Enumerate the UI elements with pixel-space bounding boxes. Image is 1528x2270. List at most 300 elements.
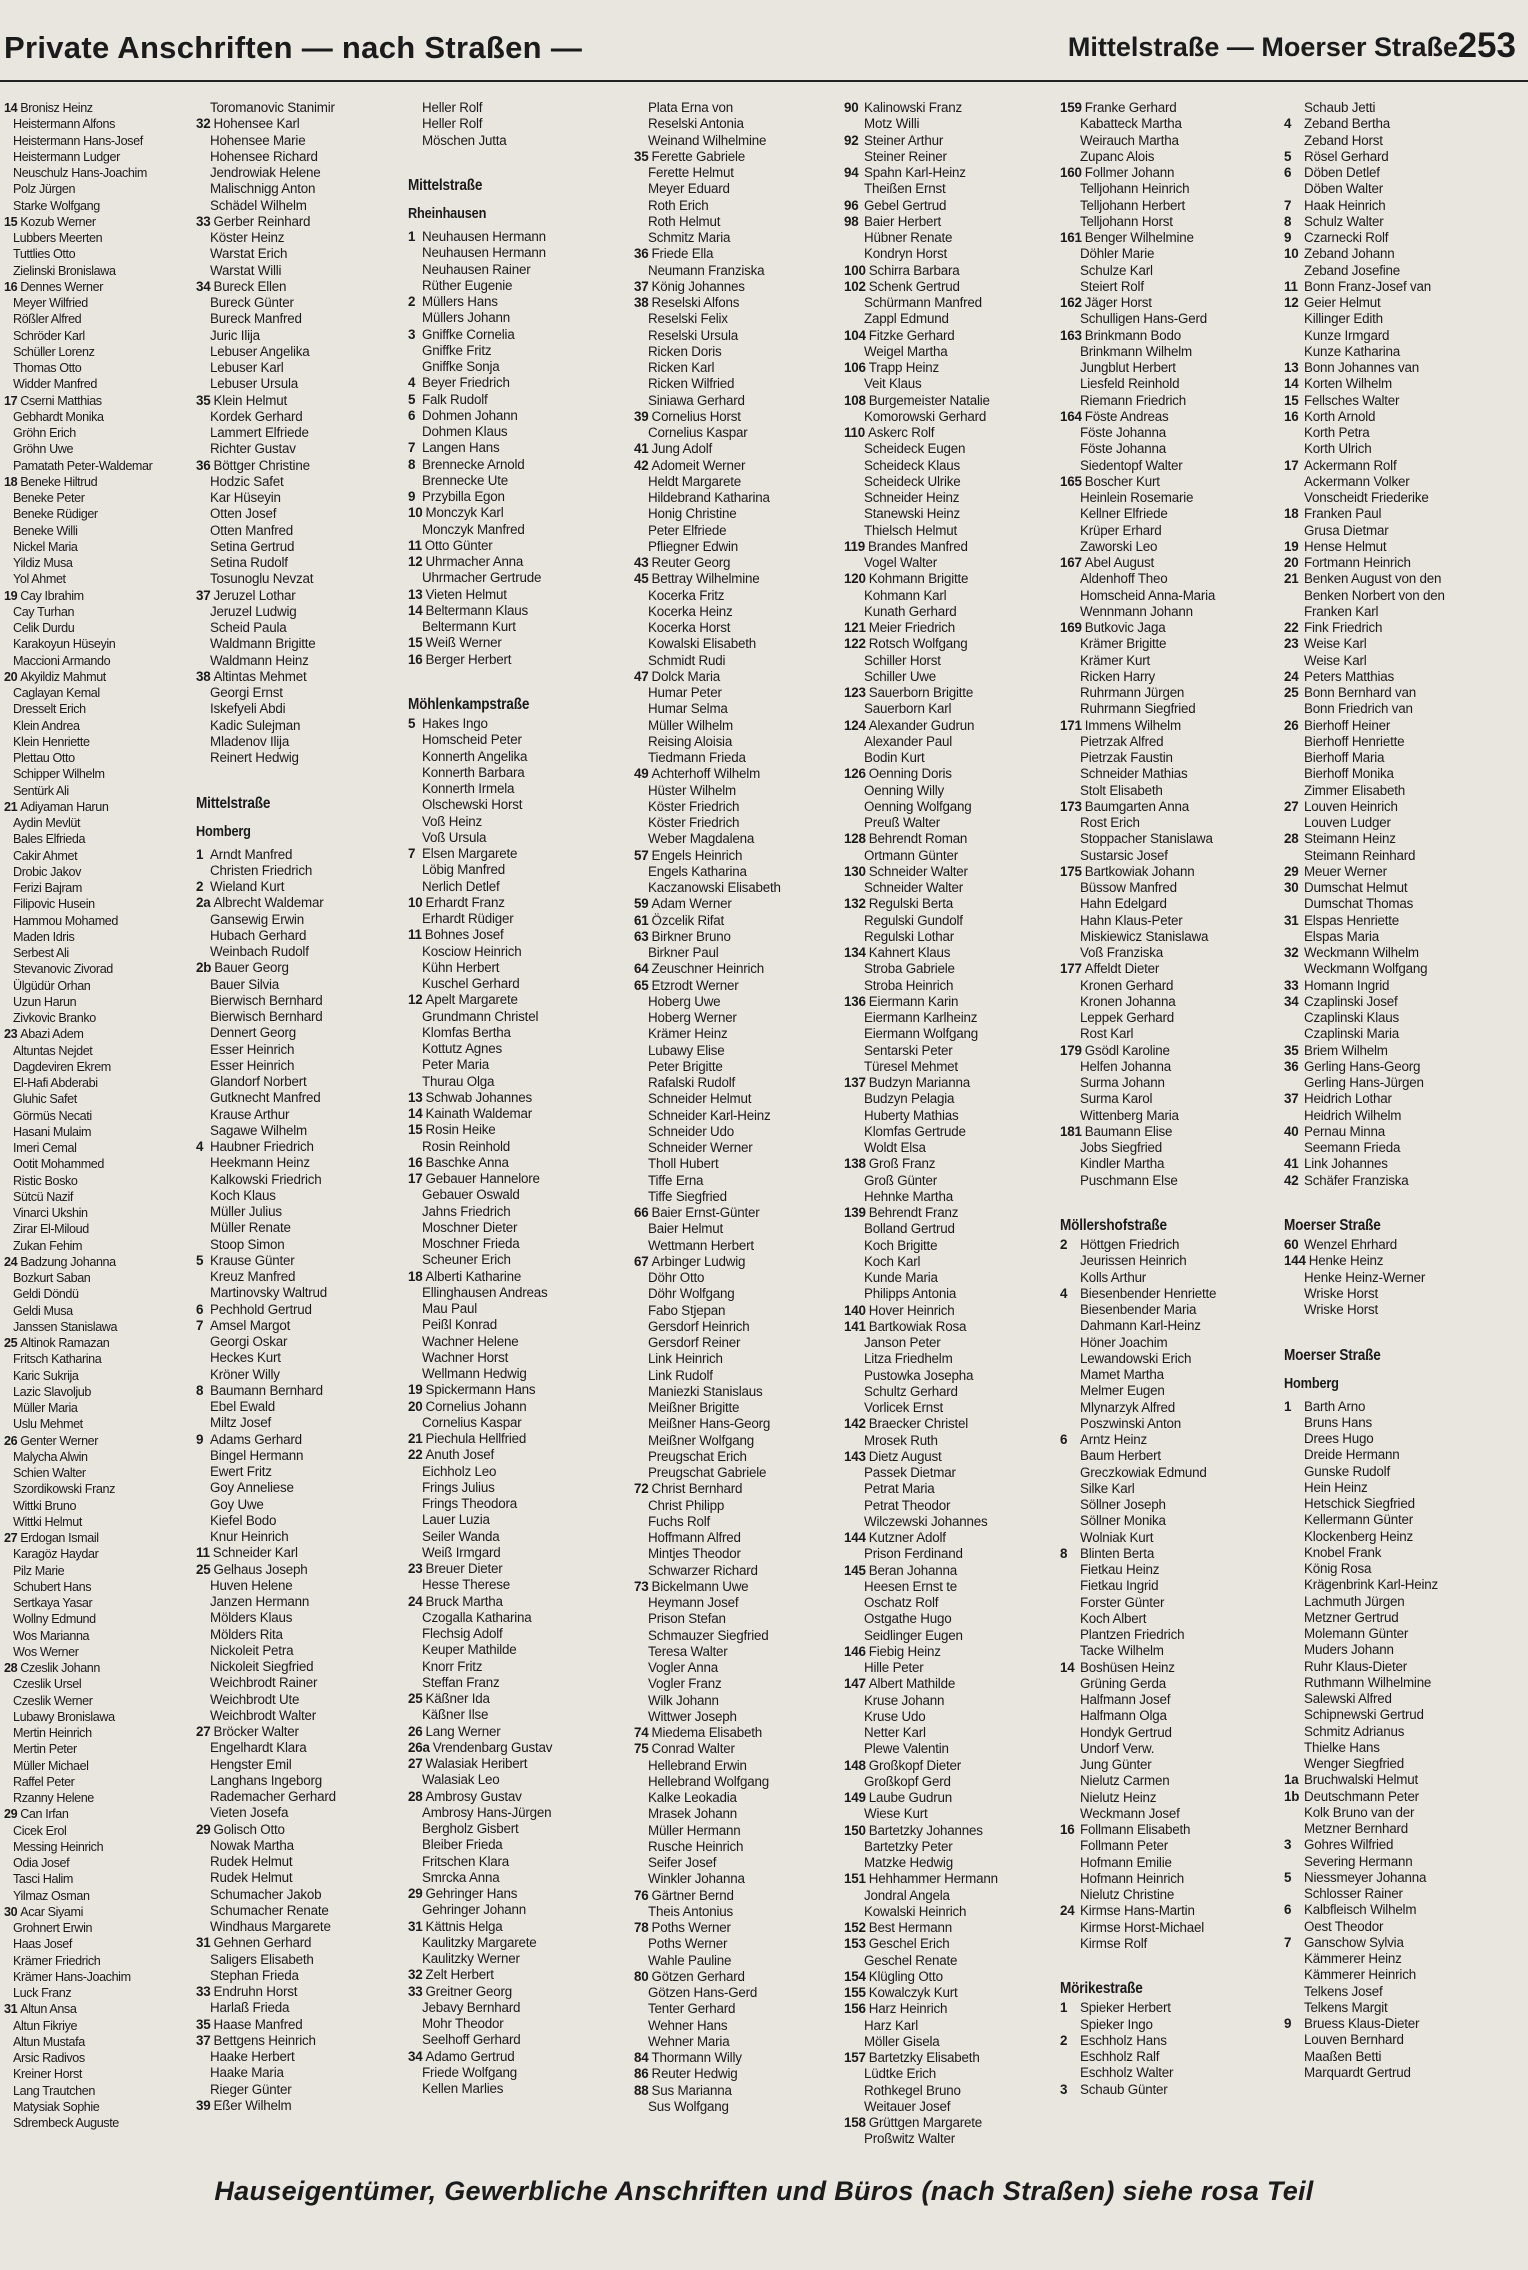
resident-entry <box>844 214 1056 230</box>
resident-name: Gersdorf Reiner <box>648 1335 741 1350</box>
resident-name: Engels Heinrich <box>651 847 743 863</box>
resident-entry <box>4 311 190 327</box>
resident-name: Reselski Felix <box>648 311 728 327</box>
resident-name: Heesen Ernst te <box>864 1578 958 1594</box>
resident-entry <box>4 2050 190 2066</box>
resident-entry <box>408 392 630 408</box>
resident-name: Janzen Hermann <box>210 1594 310 1609</box>
resident-name: Bickelmann Uwe <box>651 1578 749 1594</box>
resident-entry <box>4 1871 190 1887</box>
resident-name: Wos Marianna <box>13 1628 90 1643</box>
resident-name: Boshüsen Heinz <box>1080 1659 1175 1675</box>
resident-name: Kainath Waldemar <box>425 1106 532 1121</box>
resident-entry <box>634 1871 840 1887</box>
resident-name: Döben Detlef <box>1304 165 1380 180</box>
district-heading: Homberg <box>196 822 251 840</box>
resident-name: Kronen Gerhard <box>1080 977 1174 993</box>
resident-entry <box>634 1368 840 1384</box>
resident-name: Söllner Joseph <box>1080 1497 1166 1512</box>
resident-entry <box>408 1382 630 1398</box>
resident-entry <box>196 912 402 928</box>
resident-name: Fiebig Heinz <box>868 1643 941 1659</box>
resident-entry <box>1060 1383 1280 1399</box>
resident-entry <box>196 149 402 165</box>
resident-name: Endruhn Horst <box>213 1984 298 1999</box>
house-number: 18 <box>408 1268 423 1284</box>
resident-entry <box>4 1189 190 1205</box>
resident-entry <box>408 814 630 830</box>
resident-name: Krüper Erhard <box>1080 522 1162 538</box>
resident-name: Czeslik Werner <box>13 1693 93 1708</box>
resident-entry <box>844 913 1056 929</box>
resident-name: Koch Brigitte <box>864 1237 938 1253</box>
resident-entry <box>634 620 840 636</box>
resident-entry <box>408 992 630 1008</box>
resident-name: Laube Gudrun <box>868 1790 952 1805</box>
resident-name: Czarnecki Rolf <box>1304 230 1389 245</box>
resident-entry <box>196 1123 402 1139</box>
resident-entry <box>408 133 630 149</box>
resident-entry <box>1060 1140 1280 1156</box>
resident-entry <box>844 1465 1056 1481</box>
resident-entry <box>196 523 402 539</box>
resident-name: Stroba Heinrich <box>864 977 954 993</box>
house-number: 29 <box>408 1886 423 1901</box>
resident-entry <box>1060 1595 1280 1611</box>
resident-name: Brennecke Ute <box>422 472 508 488</box>
resident-name: Albert Mathilde <box>868 1676 956 1692</box>
resident-entry <box>408 1090 630 1106</box>
resident-name: Ruthmann Wilhelmine <box>1304 1674 1432 1690</box>
resident-entry <box>634 1221 840 1237</box>
resident-entry <box>196 1870 402 1886</box>
resident-entry <box>1060 2017 1280 2033</box>
resident-entry <box>1284 474 1524 490</box>
resident-entry <box>1284 1010 1524 1026</box>
house-number: 16 <box>1284 408 1299 424</box>
house-number: 16 <box>1060 1822 1075 1837</box>
resident-entry <box>408 1659 630 1675</box>
resident-entry <box>1284 961 1524 977</box>
resident-entry <box>196 1659 402 1675</box>
resident-name: Mrasek Johann <box>648 1806 737 1822</box>
resident-entry <box>408 765 630 781</box>
resident-name: Döhr Wolfgang <box>648 1286 735 1302</box>
resident-name: Meißner Brigitte <box>648 1400 740 1415</box>
resident-name: Wittwer Joseph <box>648 1708 737 1724</box>
resident-entry <box>634 1741 840 1757</box>
resident-name: Pilz Marie <box>13 1563 65 1578</box>
resident-entry <box>1284 425 1524 441</box>
resident-name: Goy Uwe <box>210 1496 264 1512</box>
resident-entry <box>844 2050 1056 2066</box>
resident-entry <box>1284 1480 1524 1496</box>
resident-entry <box>844 555 1056 571</box>
resident-name: Großkopf Dieter <box>868 1757 962 1773</box>
resident-name: Zimmer Elisabeth <box>1304 782 1405 798</box>
resident-name: Follmann Peter <box>1080 1838 1168 1854</box>
house-number: 16 <box>408 1154 423 1170</box>
house-number: 1 <box>408 229 416 244</box>
resident-entry <box>1284 1108 1524 1124</box>
resident-entry <box>196 2049 402 2065</box>
resident-entry <box>1060 2000 1280 2016</box>
resident-name: Filipovic Husein <box>13 897 95 912</box>
resident-name: Zielinski Bronislawa <box>13 263 116 278</box>
house-number: 29 <box>196 1821 211 1837</box>
resident-entry <box>4 1156 190 1172</box>
resident-entry <box>634 1140 840 1156</box>
resident-entry <box>408 1789 630 1805</box>
house-number: 8 <box>196 1382 204 1398</box>
resident-name: Anuth Josef <box>425 1447 495 1463</box>
resident-entry <box>196 198 402 214</box>
house-number: 76 <box>634 1887 649 1903</box>
resident-name: Abel August <box>1084 555 1155 570</box>
resident-entry <box>844 896 1056 912</box>
resident-entry <box>408 1399 630 1415</box>
resident-entry <box>634 636 840 652</box>
resident-name: Sertkaya Yasar <box>13 1596 93 1610</box>
resident-entry <box>196 311 402 327</box>
resident-name: Konnerth Angelika <box>422 748 528 764</box>
resident-entry <box>4 1530 190 1546</box>
resident-name: Bröcker Walter <box>213 1724 299 1739</box>
resident-entry <box>1060 1741 1280 1757</box>
resident-name: Budzyn Marianna <box>868 1075 970 1090</box>
resident-entry <box>4 1286 190 1302</box>
resident-name: Schneider Helmut <box>648 1091 752 1107</box>
resident-name: Falk Rudolf <box>422 391 488 407</box>
resident-entry <box>1284 1399 1524 1415</box>
resident-entry <box>634 604 840 620</box>
resident-name: Hodzic Safet <box>210 473 284 489</box>
house-number: 39 <box>634 408 649 424</box>
resident-entry <box>1284 945 1524 961</box>
resident-name: Louven Bernhard <box>1304 2032 1404 2048</box>
resident-name: Telljohann Horst <box>1080 213 1173 229</box>
resident-name: Rost Erich <box>1080 815 1140 830</box>
resident-entry <box>634 1091 840 1107</box>
resident-entry <box>844 246 1056 262</box>
resident-name: Leppek Gerhard <box>1080 1010 1174 1025</box>
house-number: 36 <box>1284 1058 1299 1074</box>
resident-entry <box>408 1854 630 1870</box>
house-number: 13 <box>408 586 423 602</box>
resident-entry <box>634 214 840 230</box>
resident-entry <box>4 766 190 782</box>
resident-name: Gunske Rudolf <box>1304 1463 1390 1479</box>
resident-name: Wriske Horst <box>1304 1285 1378 1301</box>
resident-entry <box>408 2065 630 2081</box>
resident-name: Jeurissen Heinrich <box>1080 1253 1187 1269</box>
resident-entry <box>1060 783 1280 799</box>
resident-entry <box>1284 1253 1524 1269</box>
resident-entry <box>408 1984 630 2000</box>
resident-entry <box>1060 165 1280 181</box>
resident-name: Beneke Hiltrud <box>20 474 98 489</box>
house-number: 14 <box>408 602 423 618</box>
resident-entry <box>844 831 1056 847</box>
resident-name: Breuer Dieter <box>425 1561 503 1576</box>
resident-name: Knur Heinrich <box>210 1529 289 1544</box>
resident-entry <box>634 198 840 214</box>
house-number: 9 <box>1284 230 1292 245</box>
resident-name: Frings Julius <box>422 1479 495 1495</box>
resident-entry <box>4 701 190 717</box>
resident-name: Siniawa Gerhard <box>648 392 745 408</box>
house-number: 67 <box>634 1253 649 1269</box>
resident-entry <box>634 181 840 197</box>
resident-name: Meißner Wolfgang <box>648 1432 754 1448</box>
resident-name: Langhans Ingeborg <box>210 1772 323 1788</box>
resident-name: Benken August von den <box>1304 571 1442 587</box>
resident-name: Kowalski Elisabeth <box>648 636 757 652</box>
resident-entry <box>196 1009 402 1025</box>
resident-entry <box>196 214 402 230</box>
house-number: 61 <box>634 912 649 928</box>
resident-entry <box>1060 458 1280 474</box>
resident-entry <box>634 978 840 994</box>
resident-name: Eiermann Karlheinz <box>864 1010 978 1025</box>
resident-entry <box>1060 490 1280 506</box>
resident-entry <box>408 1529 630 1545</box>
resident-name: Behrendt Franz <box>868 1205 959 1220</box>
resident-name: Kowalczyk Kurt <box>868 1985 958 2000</box>
resident-entry <box>4 165 190 181</box>
resident-name: Birkner Paul <box>648 945 719 960</box>
resident-name: Ackermann Volker <box>1304 473 1410 489</box>
resident-name: Heinlein Rosemarie <box>1080 490 1194 505</box>
resident-entry <box>634 100 840 116</box>
resident-entry <box>1060 1530 1280 1546</box>
resident-entry <box>1284 1415 1524 1431</box>
resident-name: Molemann Günter <box>1304 1626 1409 1641</box>
resident-name: Malischnigg Anton <box>210 181 316 197</box>
resident-name: Heldt Margarete <box>648 473 742 489</box>
resident-name: Ootit Mohammed <box>13 1157 104 1172</box>
resident-entry <box>408 1025 630 1041</box>
resident-name: Nielutz Carmen <box>1080 1773 1170 1789</box>
resident-entry <box>4 571 190 587</box>
resident-name: Albrecht Waldemar <box>213 895 324 911</box>
resident-entry <box>1284 1464 1524 1480</box>
resident-name: Haas Josef <box>13 1937 72 1952</box>
resident-name: Czeslik Johann <box>20 1661 101 1675</box>
resident-name: Kunze Katharina <box>1304 343 1401 359</box>
resident-name: Seidlinger Eugen <box>864 1627 963 1643</box>
house-number: 158 <box>844 2115 866 2130</box>
resident-name: Follmann Elisabeth <box>1080 1822 1191 1837</box>
resident-name: Lang Werner <box>425 1723 501 1739</box>
resident-entry <box>1060 620 1280 636</box>
resident-entry <box>408 327 630 343</box>
resident-name: Telljohann Heinrich <box>1080 181 1190 197</box>
resident-name: Severing Hermann <box>1304 1853 1413 1869</box>
resident-entry <box>196 1383 402 1399</box>
resident-name: Görmüs Necati <box>13 1108 92 1123</box>
resident-name: Wos Werner <box>13 1644 79 1659</box>
resident-name: Cay Turhan <box>13 604 75 619</box>
resident-entry <box>408 1561 630 1577</box>
resident-name: Dohmen Johann <box>422 407 518 423</box>
resident-entry <box>196 1984 402 2000</box>
house-number: 153 <box>844 1936 866 1952</box>
house-number: 139 <box>844 1205 866 1220</box>
resident-entry <box>196 1058 402 1074</box>
resident-entry <box>196 879 402 895</box>
resident-entry <box>1284 523 1524 539</box>
resident-entry <box>844 1416 1056 1432</box>
resident-entry <box>408 1740 630 1756</box>
resident-entry <box>4 1416 190 1432</box>
resident-name: Gerber Reinhard <box>213 213 311 229</box>
resident-name: Hense Helmut <box>1304 538 1387 554</box>
resident-entry <box>1060 1108 1280 1124</box>
resident-name: Rademacher Gerhard <box>210 1789 336 1804</box>
resident-name: Arntz Heinz <box>1080 1432 1148 1447</box>
resident-name: Benken Norbert von den <box>1304 587 1445 603</box>
resident-entry <box>4 1465 190 1481</box>
resident-entry <box>408 505 630 521</box>
resident-name: Hondyk Gertrud <box>1080 1724 1172 1740</box>
resident-entry <box>408 1269 630 1285</box>
resident-name: Gelhaus Joseph <box>213 1561 308 1577</box>
resident-name: Türesel Mehmet <box>864 1058 958 1074</box>
resident-name: Steiert Rolf <box>1080 278 1144 294</box>
resident-entry <box>634 2099 840 2115</box>
resident-entry <box>4 1806 190 1822</box>
resident-name: Surma Karol <box>1080 1091 1153 1107</box>
resident-entry <box>634 1546 840 1562</box>
resident-name: Kiefel Bodo <box>210 1512 277 1528</box>
resident-name: Heckes Kurt <box>210 1350 281 1366</box>
resident-name: Plantzen Friedrich <box>1080 1627 1185 1642</box>
resident-entry <box>4 978 190 994</box>
resident-entry <box>196 1302 402 1318</box>
resident-entry <box>634 1059 840 1075</box>
house-number: 21 <box>408 1431 423 1446</box>
resident-name: Bales Elfrieda <box>13 832 86 847</box>
resident-entry <box>1060 360 1280 376</box>
resident-entry <box>4 685 190 701</box>
resident-name: Windhaus Margarete <box>210 1919 331 1934</box>
resident-name: Dumschat Helmut <box>1304 880 1408 895</box>
resident-entry <box>196 1724 402 1740</box>
house-number: 163 <box>1060 327 1082 343</box>
resident-entry <box>408 927 630 943</box>
house-number: 123 <box>844 685 866 700</box>
resident-entry <box>844 1238 1056 1254</box>
resident-entry <box>408 1902 630 1918</box>
resident-name: Veit Klaus <box>864 376 922 392</box>
house-number: 3 <box>408 326 416 342</box>
house-number: 7 <box>408 846 416 861</box>
resident-entry <box>4 1676 190 1692</box>
house-number: 143 <box>844 1448 866 1464</box>
resident-entry <box>1060 100 1280 116</box>
resident-entry <box>1060 1660 1280 1676</box>
resident-entry <box>196 1107 402 1123</box>
resident-entry <box>408 960 630 976</box>
resident-name: Bartkowiak Johann <box>1084 863 1195 879</box>
resident-entry <box>1284 1919 1524 1935</box>
resident-name: Heller Rolf <box>422 100 483 115</box>
resident-name: Wieland Kurt <box>210 879 285 894</box>
house-number: 31 <box>1284 912 1299 928</box>
resident-entry <box>844 961 1056 977</box>
resident-entry <box>844 1059 1056 1075</box>
resident-entry <box>634 1270 840 1286</box>
resident-entry <box>634 441 840 457</box>
resident-name: Fabo Stjepan <box>648 1302 726 1318</box>
resident-name: Beneke Peter <box>13 491 85 505</box>
resident-name: Friede Ella <box>651 246 714 262</box>
house-number: 80 <box>634 1968 649 1984</box>
resident-entry <box>4 214 190 230</box>
house-number: 26 <box>4 1433 18 1448</box>
resident-name: Aydin Mevlüt <box>13 816 81 830</box>
resident-name: Ortmann Günter <box>864 847 958 863</box>
resident-entry <box>196 133 402 149</box>
resident-entry <box>408 1155 630 1171</box>
resident-entry <box>1060 2082 1280 2098</box>
resident-entry <box>196 1204 402 1220</box>
resident-name: Flechsig Adolf <box>422 1626 503 1641</box>
resident-name: Rotsch Wolfgang <box>868 636 968 652</box>
resident-entry <box>196 279 402 295</box>
resident-name: Gersdorf Heinrich <box>648 1318 750 1334</box>
resident-entry <box>408 1756 630 1772</box>
resident-name: Eiermann Wolfgang <box>864 1026 978 1042</box>
resident-entry <box>1284 1302 1524 1318</box>
resident-name: Hohensee Richard <box>210 148 318 164</box>
resident-entry <box>408 1285 630 1301</box>
resident-name: Cornelius Kaspar <box>422 1414 522 1430</box>
resident-name: Jungblut Herbert <box>1080 360 1176 375</box>
resident-entry <box>844 1823 1056 1839</box>
house-number: 27 <box>1284 798 1299 814</box>
resident-entry <box>196 393 402 409</box>
resident-name: Kolk Bruno van der <box>1304 1804 1415 1820</box>
resident-entry <box>408 879 630 895</box>
house-number: 7 <box>1284 1934 1292 1950</box>
resident-entry <box>634 506 840 522</box>
resident-name: Christ Philipp <box>648 1497 725 1513</box>
house-number: 19 <box>1284 538 1299 554</box>
resident-name: Döben Walter <box>1304 181 1383 197</box>
resident-entry <box>634 1319 840 1335</box>
resident-name: Krause Günter <box>210 1252 295 1268</box>
resident-entry <box>1060 701 1280 717</box>
resident-name: Vieten Josefa <box>210 1805 289 1821</box>
resident-entry <box>408 976 630 992</box>
resident-name: Cay Ibrahim <box>20 588 84 603</box>
resident-name: Rzanny Helene <box>13 1791 94 1805</box>
resident-name: Beltermann Kurt <box>422 619 516 634</box>
spacer <box>1284 1189 1524 1205</box>
resident-name: Warstat Erich <box>210 246 288 262</box>
resident-entry <box>634 1498 840 1514</box>
house-number: 73 <box>634 1578 649 1594</box>
resident-name: Knorr Fritz <box>422 1658 483 1674</box>
house-number: 84 <box>634 2050 649 2065</box>
house-number: 35 <box>196 2016 211 2032</box>
resident-name: Schulze Karl <box>1080 262 1153 278</box>
resident-name: Weinbach Rudolf <box>210 944 309 959</box>
resident-entry <box>408 1122 630 1138</box>
house-number: 40 <box>1284 1123 1299 1139</box>
